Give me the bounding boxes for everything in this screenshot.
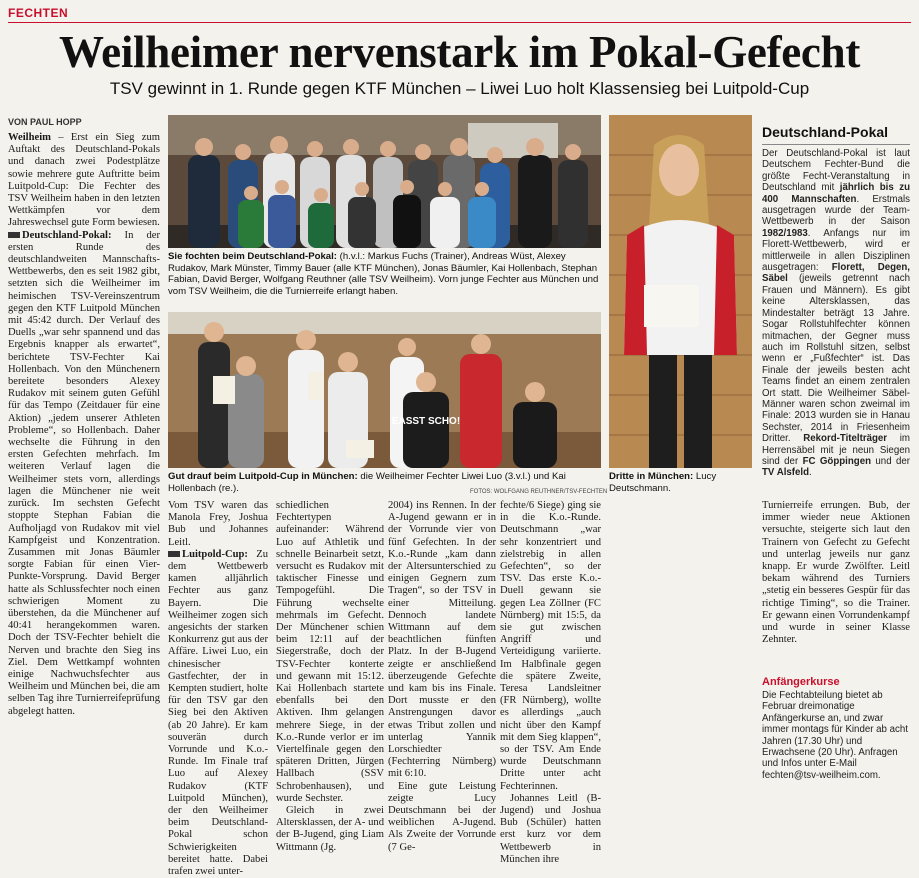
sidebar-t5: im Herrensäbel mit je neun Siegen sind der xyxy=(762,433,910,467)
luitpold-cup-photo xyxy=(168,312,601,468)
paragraph-marker-icon xyxy=(8,232,20,238)
sidebar-t6: und der xyxy=(871,455,910,467)
col5-p2: Johannes Leitl (B-Jugend) und Joshua Bub (Schüler) hatten erst kurz vor dem Wettbewerb in München ihre xyxy=(500,792,601,865)
col6-p1: Turnierreife errungen. Bub, der immer wieder neue Aktionen versuchte, steigerte sich laut den Trainern von Gefecht zu Gefecht und unterlag jeweils nur ganz knapp. Er wurde Zwölfter. Leitl bekam während des Turniers „stetig ein besseres Gespür für das richtige Timing“, so die Trainer. Er gewann einen Vorrundenkampf und wurde in seiner Klasse Zehnter. xyxy=(762,500,910,646)
shirt-text: EASST SCHO! xyxy=(391,416,461,427)
sidebar-b5: FC Göppingen xyxy=(802,455,872,467)
section-divider xyxy=(8,22,911,23)
intro-text: – Erst ein Sieg zum Auftakt des Deutschland-Pokals und danach zwei Podestplätze sowie mehrere gute Auftritte beim Luitpold-Cup: Die Fechter des TSV Weilheim haben in den letzten Wettkämpfen vor dem Jahreswechsel gute Form bewiesen. xyxy=(8,132,160,229)
col5-p1: fechte/6 Siege) ging sie in die K.o.-Runde. Deutschmann „war sehr konzentriert und zielstrebig in allen Gefechten“, so der TSV. Das erste K.o.-Duell gewann sie gegen Lea Zöllner (FC Nürnberg) mit 15:5, da sie gut zwischen Angriff und Verteidigung variierte. Im Halbfinale gegen die spätere Zweite, Teresa Landsleitner (FR Nürnberg), wollte es allerdings „auch nicht über den Kampf mit dem Sieg klappen“, so der TSV. Am Ende wurde Deutschmann Dritte unter acht Fechterinnen. xyxy=(500,500,601,792)
portrait-photo xyxy=(609,115,752,468)
sidebar-t7: . xyxy=(809,467,812,479)
article-column-1 xyxy=(8,132,160,718)
article-column-6 xyxy=(762,500,910,646)
sidebar-b6: TV Alsfeld xyxy=(762,467,810,479)
paragraph-marker-icon xyxy=(168,551,180,557)
article-column-3 xyxy=(276,500,384,854)
portrait-photo-caption xyxy=(609,471,752,494)
sidebar-b1: jährlich bis zu 400 Mannschaften xyxy=(762,182,910,205)
caption-lead: Sie fochten beim Deutschland-Pokal: xyxy=(168,251,337,262)
info-box-title: Anfängerkurse xyxy=(762,676,840,688)
caption-lead: Dritte in München: xyxy=(609,471,694,482)
caption-text: die Weilheimer Fechter Liwei Luo (3.v.l.) und Kai Hollenbach (re.). xyxy=(168,471,566,494)
luitpold-text: Zu dem Wettbewerb kamen alljährlich Fechter aus ganz Bayern. Die Weilheimer zogen sich angesichts der starken Konkurrenz gut aus der Affäre. Liwei Luo, ein chinesischer Gastfechter, der in Kempten studiert, holte für den TSV gar den Sieg bei den Aktiven (ab 20 Jahre). Er kam souverän durch Vorrunde und K.o.-Runde. Im Finale traf Luo auf Alexey Rudakov (KTF Luitpold München), der den Weilheimer beim Deutschland-Pokal schon Schwierigkeiten bereitet hatte. Dabei trafen zwei unter- xyxy=(168,548,268,878)
sidebar-text xyxy=(762,148,910,479)
col3-p1: schiedlichen Fechtertypen aufeinander: Während Luo auf Athletik und schnelle Beinarbeit setzt, versucht es Rudakov mit taktischer Finesse und Tempogefühl. Die Führung wechselte mehrmals im Gefecht. Der Münchener schien beim 12:11 auf der Siegerstraße, doch der TSV-Fechter konterte und gewann mit 15:12. Kai Hollenbach startete ebenfalls bei den Aktiven. Ihm gelangen mehrere Siege, in der K.o.-Runde verlor er im Viertelfinale gegen den späteren Dritten, Jürgen Hallbach (SSV Schrobenhausen), und wurde Sechster. xyxy=(276,500,384,804)
pokal-text: In der ersten Runde des deutschlandweiten Mannschafts-Wettbewerbs, den es seit 1982 gibt, setzten sich die Weilheimer im heimischen TSV-Vereinszentrum gegen den KTF Luitpold München mit 45:42 durch. Der Verlauf des Duells „war sehr spannend und das Ergebnis knapper als erwartet“, berichtete TSV-Fechter Kai Hollenbach. Von den Münchenern bereitete besonders Alexey Rudakov mit seinem guten Gefühl für das Tempo (Zeitdauer für eine Aktion) „jedem unserer Athleten Probleme“, so Hollenbach. Daher wechselte die Führung in den ersten Gefechten mehrfach. Im weiteren Verlauf lagen die Weilheimer stets vorn, allerdings lagen die Münchener nie weit zurück. Im sechsten Gefecht stoppte Stephan Fabian die Aufholjagd von Rudakov mit viel Kampfgeist und Konzentration. Zusammen mit Jonas Bäumler sorgte Fabian für einen Vier-Punkte-Vorsprung. David Berger hatte als Schlussfechter noch einen schwierigen Moment zu überstehen, da die Münchener auf 40:41 herangekommen waren. Doch der TSV-Fechter behielt die Nerven und brachte den Sieg ins Ziel. Dem Wettkampf wohnten einige Nachwuchsfechter aus Weilheim und München bei, die am selben Tag ihre Turnierreifeprüfung abgelegt hatten. xyxy=(8,229,160,717)
sidebar-t4: (jeweils getrennt nach Frauen und Männern). Es gibt keine Altersklassen, das Mindestalter beträgt 13 Jahre. Sogar Rollstuhlfechter können mitmachen, der Gegner muss auch im Rollstuhl sitzen, selbst wenn er „Fußfechter“ ist. Das Finale der jeweils besten acht Teams findet an einem zentralen Ort statt. Die Weilheimer Säbel-Männer waren schon zweimal im Finale: 2013 wurden sie in Hanau Sechster, 2014 in Friesenheim Dritter. xyxy=(762,273,910,445)
article-column-4 xyxy=(388,500,496,854)
sidebar-b2: 1982/1983 xyxy=(762,227,808,239)
team-photo-caption xyxy=(168,251,601,297)
sidebar-b4: Rekord-Titelträger xyxy=(803,433,888,445)
byline: VON PAUL HOPP xyxy=(8,117,82,127)
caption-text: Lucy Deutschmann. xyxy=(609,471,717,494)
headline: Weilheimer nervenstark im Pokal-Gefecht xyxy=(58,27,861,77)
col4-p1: 2004) ins Rennen. In der A-Jugend gewann er in der Vorrunde vier von fünf Gefechten. In der K.o.-Runde „kam dann der Altersunterschied zu einigen Gegnern zum Tragen“, so der TSV in einer Mitteilung. Dennoch landete Wittmann auf dem beachtlichen fünften Platz. In der B-Jugend zeigte er anschließend überzeugende Gefechte und kam bis ins Finale. Dort musste er den Anstrengungen davor etwas Tribut zollen und unterlag Yannik Lorschiedter (Fechterring Nürnberg) mit 6:10. xyxy=(388,500,496,780)
col2-p1: Vom TSV waren das Manola Frey, Joshua Bub und Johannes Leitl. xyxy=(168,500,268,548)
subsection-pokal: Deutschland-Pokal: xyxy=(22,229,112,241)
info-box-text: Die Fechtabteilung bietet ab Februar dreimonatige Anfängerkurse an, und zwar immer montags für Kinder ab acht Jahren (17.30 Uhr) und Erwachsene (20 Uhr). Anfragen und Infos unter E-Mail fechten@tsv-weilheim.com. xyxy=(762,690,908,781)
subsection-luitpold: Luitpold-Cup: xyxy=(182,548,248,560)
col3-p2: Gleich in zwei Altersklassen, der A- und der B-Jugend, ging Liam Wittmann (Jg. xyxy=(276,805,384,853)
caption-text: (h.v.l.: Markus Fuchs (Trainer), Andreas Wüst, Alexey Rudakov, Mark Münster, Timmy Bauer (alle KTF München), Jonas Bäumler, Kai Hollenbach, Stephan Fabian, David Berger, Wolfgang Reuthner (alle TSV Weilheim). Vorn junge Fechter aus München und vom TSV Weilheim, die die Turnierreife erlangt haben. xyxy=(168,251,599,297)
subheadline: TSV gewinnt in 1. Runde gegen KTF München – Liwei Luo holt Klassensieg bei Luitpold-Cup xyxy=(109,79,810,98)
team-photo xyxy=(168,115,601,248)
section-label: FECHTEN xyxy=(8,6,69,20)
sidebar-t1: Der Deutschland-Pokal ist laut Deutschem Fechter-Bund die größte Fecht-Veranstaltung in Deutschland mit xyxy=(762,148,910,194)
dateline: Weilheim xyxy=(8,132,51,143)
sidebar-t2: . Erstmals ausgetragen wurde der Team-Wettbewerb in der Saison xyxy=(762,193,910,228)
sidebar-title: Deutschland-Pokal xyxy=(762,124,889,140)
col4-p2: Eine gute Leistung zeigte Lucy Deutschmann bei der weiblichen A-Jugend. Als Zweite der Vorrunde (7 Ge- xyxy=(388,780,496,853)
caption-lead: Gut drauf beim Luitpold-Cup in München: xyxy=(168,471,358,482)
article-column-2 xyxy=(168,500,268,878)
sidebar-b3: Florett, Degen, Säbel xyxy=(762,262,910,285)
photo-credit: FOTOS: WOLFGANG REUTHNER/TSV-FECHTEN xyxy=(470,489,608,495)
article-column-5 xyxy=(500,500,601,866)
sidebar-divider xyxy=(762,144,910,145)
sidebar-t3: . Anfangs nur im Florett-Wettbewerb, wird er mittlerweile in allen Disziplinen ausgetragen: xyxy=(762,227,910,274)
